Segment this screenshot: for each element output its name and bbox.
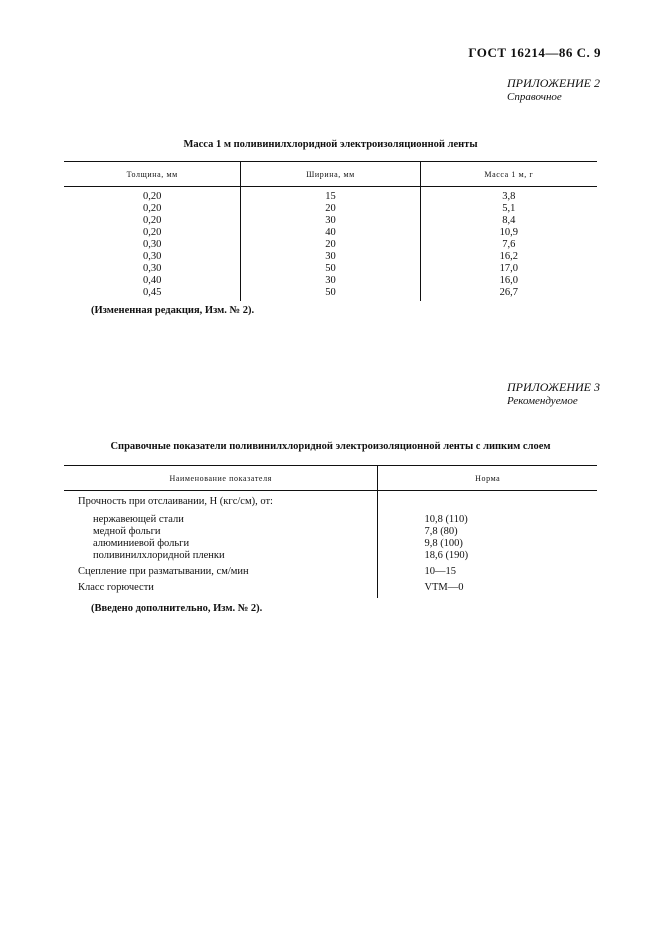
mass-cell: 10,9 <box>420 227 597 239</box>
table-row <box>64 203 597 215</box>
properties-table-header <box>64 466 597 491</box>
table-row <box>64 227 597 239</box>
table-row <box>64 263 597 275</box>
column-header: Наименование показателя <box>64 466 378 491</box>
mass-table <box>64 161 597 301</box>
thickness-cell: 0,30 <box>142 251 162 262</box>
column-header: Толщина, мм <box>64 162 241 187</box>
table-row <box>64 562 597 578</box>
table-row <box>64 526 597 538</box>
appendix-2-label: ПРИЛОЖЕНИЕ 2 <box>507 76 600 90</box>
norm-value-cell <box>378 491 597 509</box>
page-header: ГОСТ 16214—86 С. 9 <box>468 45 601 60</box>
table-1-title: Масса 1 м поливинилхлоридной электроизоляционной ленты <box>183 139 478 150</box>
appendix-2-type: Справочное <box>507 91 562 103</box>
width-cell: 20 <box>241 239 420 251</box>
norm-value-cell: 18,6 (190) <box>378 550 597 562</box>
mass-cell: 26,7 <box>420 287 597 301</box>
table-row <box>64 550 597 562</box>
mass-cell: 16,0 <box>420 275 597 287</box>
width-cell: 20 <box>241 203 420 215</box>
mass-cell: 5,1 <box>420 203 597 215</box>
norm-value-cell: VTM—0 <box>378 578 597 598</box>
thickness-cell: 0,20 <box>142 227 162 238</box>
norm-value-cell: 9,8 (100) <box>378 538 597 550</box>
thickness-cell: 0,45 <box>142 287 162 298</box>
width-cell: 30 <box>241 251 420 263</box>
width-cell: 40 <box>241 227 420 239</box>
table-row <box>64 239 597 251</box>
indicator-name-cell: поливинилхлоридной пленки <box>93 550 225 561</box>
table-row <box>64 215 597 227</box>
appendix-3-type: Рекомендуемое <box>507 395 578 407</box>
thickness-cell: 0,40 <box>142 275 162 286</box>
table-row <box>64 578 597 598</box>
mass-cell: 3,8 <box>420 187 597 204</box>
mass-table-header <box>64 162 597 187</box>
column-header: Масса 1 м, г <box>420 162 597 187</box>
mass-cell: 8,4 <box>420 215 597 227</box>
table-row <box>64 287 597 301</box>
thickness-cell: 0,20 <box>142 191 162 202</box>
indicator-name-cell: Прочность при отслаивании, Н (кгс/см), от: <box>78 496 273 507</box>
properties-table <box>64 465 597 598</box>
table-row <box>64 538 597 550</box>
thickness-cell: 0,20 <box>142 215 162 226</box>
table-1-note: (Измененная редакция, Изм. № 2). <box>91 305 255 316</box>
thickness-cell: 0,20 <box>142 203 162 214</box>
table-row <box>64 491 597 509</box>
table-row <box>64 187 597 204</box>
width-cell: 50 <box>241 287 420 301</box>
thickness-cell: 0,30 <box>142 239 162 250</box>
appendix-3-label: ПРИЛОЖЕНИЕ 3 <box>507 380 600 394</box>
thickness-cell: 0,30 <box>142 263 162 274</box>
norm-value-cell: 7,8 (80) <box>378 526 597 538</box>
mass-cell: 7,6 <box>420 239 597 251</box>
table-2-title: Справочные показатели поливинилхлоридной электроизоляционной ленты с липким слоем <box>110 441 551 452</box>
norm-value-cell: 10,8 (110) <box>378 508 597 526</box>
mass-cell: 17,0 <box>420 263 597 275</box>
width-cell: 50 <box>241 263 420 275</box>
mass-cell: 16,2 <box>420 251 597 263</box>
table-row <box>64 275 597 287</box>
table-2-note: (Введено дополнительно, Изм. № 2). <box>91 603 263 614</box>
indicator-name-cell: Класс горючести <box>78 582 154 593</box>
width-cell: 15 <box>241 187 420 204</box>
appendix-3-block <box>507 380 600 407</box>
indicator-name-cell: медной фольги <box>93 526 161 537</box>
column-header: Норма <box>378 466 597 491</box>
indicator-name-cell: Сцепление при разматывании, см/мин <box>78 566 249 577</box>
indicator-name-cell: нержавеющей стали <box>93 514 184 525</box>
norm-value-cell: 10—15 <box>378 562 597 578</box>
table-row <box>64 508 597 526</box>
width-cell: 30 <box>241 215 420 227</box>
width-cell: 30 <box>241 275 420 287</box>
column-header: Ширина, мм <box>241 162 420 187</box>
indicator-name-cell: алюминиевой фольги <box>93 538 190 549</box>
table-row <box>64 251 597 263</box>
appendix-2-block <box>507 76 600 103</box>
